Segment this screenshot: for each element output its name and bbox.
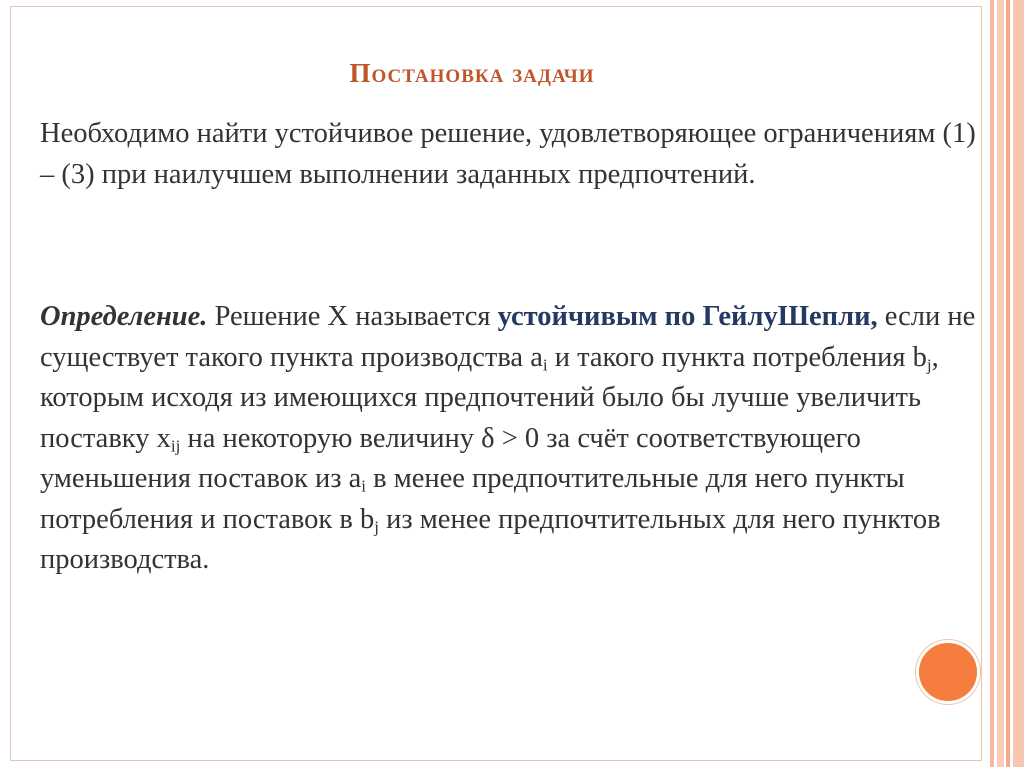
definition-text-5: на некоторую величину δ > 0 за счёт соответствующего уменьшения поставок из a <box>40 422 861 494</box>
definition-text-7: из менее предпочтительных для него пунктов производства. <box>40 503 941 575</box>
definition-text-3: и такого пункта потребления b <box>547 341 927 373</box>
definition-highlight: устойчивым по ГейлуШепли, <box>497 301 878 332</box>
subscript-i-1: i <box>542 354 548 374</box>
subscript-i-2: i <box>361 476 366 496</box>
subscript-j-2: j <box>374 516 379 536</box>
decorative-stripes <box>988 0 1024 767</box>
definition-text-1: Решение X называется <box>207 301 498 332</box>
intro-paragraph: Необходимо найти устойчивое решение, удовлетворяющее ограничениям (1) – (3) при наилучшем выполнении заданных предпочтений. <box>40 118 976 190</box>
definition-text-4: , которым исходя из имеющихся предпочтений было бы лучше увеличить поставку x <box>40 341 939 454</box>
definition-text-2: если не существует такого пункта производства a <box>40 301 976 373</box>
definition-label: Определение. <box>40 301 208 332</box>
definition-text-6: в менее предпочтительные для него пункты потребления и поставок в b <box>40 463 905 535</box>
subscript-ij: ij <box>170 435 181 455</box>
subscript-j-1: j <box>926 354 932 374</box>
decorative-circle-icon <box>916 640 980 704</box>
definition-paragraph <box>40 297 990 581</box>
slide-title: Постановка задачи <box>349 58 595 88</box>
